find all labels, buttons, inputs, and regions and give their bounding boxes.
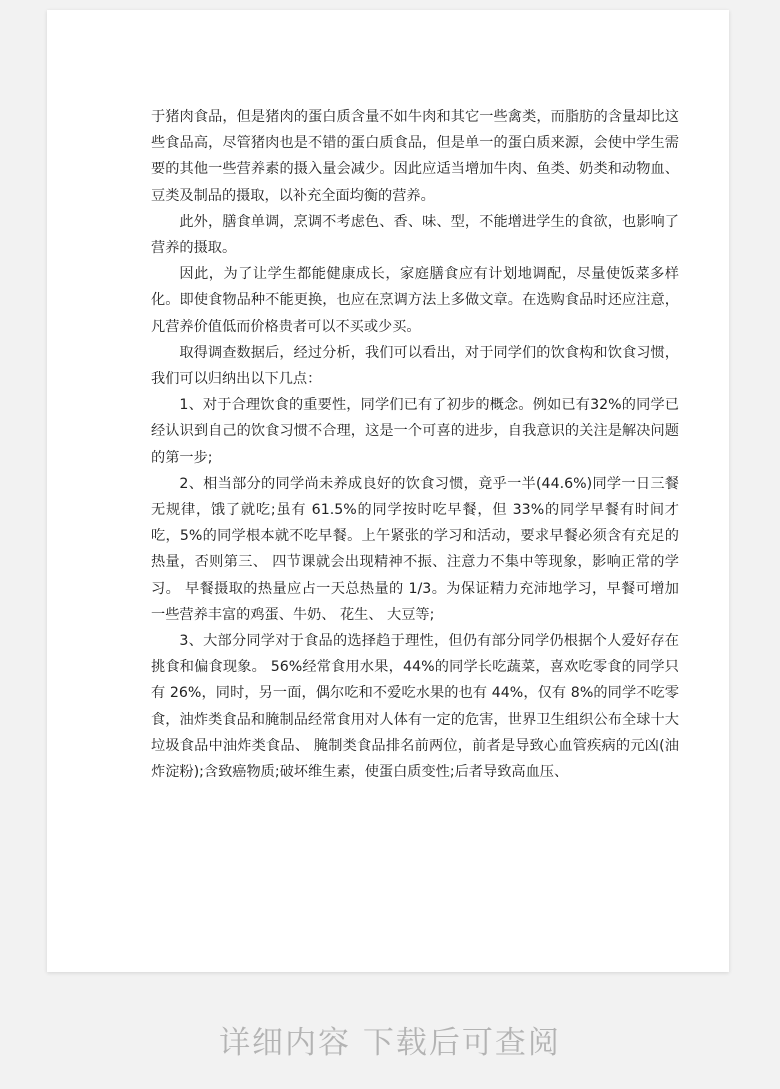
document-body bbox=[151, 104, 679, 785]
document-page bbox=[47, 10, 729, 972]
paragraph-3: 因此，为了让学生都能健康成长，家庭膳食应有计划地调配，尽量使饭菜多样化。即使食物品种不能更换，也应在烹调方法上多做文章。在选购食品时还应注意，凡营养价值低而价格贵者可以不买或少买。 bbox=[151, 266, 679, 335]
download-hint[interactable]: 详细内容 下载后可查阅 bbox=[219, 1025, 561, 1061]
paragraph-5: 1、对于合理饮食的重要性，同学们已有了初步的概念。例如已有32%的同学已经认识到自己的饮食习惯不合理，这是一个可喜的进步，自我意识的关注是解决问题的第一步; bbox=[151, 397, 679, 466]
paragraph-4: 取得调查数据后，经过分析，我们可以看出，对于同学们的饮食构和饮食习惯，我们可以归纳出以下几点： bbox=[151, 344, 679, 388]
paragraph-2: 此外，膳食单调，烹调不考虑色、香、味、型，不能增进学生的食欲，也影响了营养的摄取。 bbox=[151, 213, 679, 257]
paragraph-6: 2、相当部分的同学尚未养成良好的饮食习惯，竟乎一半(44.6%)同学一日三餐无规律，饿了就吃;虽有 61.5%的同学按时吃早餐，但 33%的同学早餐有时间才吃，5%的同学根本就不吃早餐。上午紧张的学习和活动，要求早餐必须含有充足的热量，否则第三、 四节课就会出现精神不振、注意力不集中等现象，影响正常的学习。 早餐摄取的热量应占一天总热量的 1/3。为保证精力充沛地学习，早餐可增加一些营养丰富的鸡蛋、牛奶、 花生、 大豆等; bbox=[151, 475, 679, 623]
paragraph-7: 3、大部分同学对于食品的选择趋于理性，但仍有部分同学仍根据个人爱好存在挑食和偏食现象。 56%经常食用水果，44%的同学长吃蔬菜，喜欢吃零食的同学只有 26%，同时，另一面，偶尔吃和不爱吃水果的也有 44%，仅有 8%的同学不吃零食，油炸类食品和腌制品经常食用对人体有一定的危害，世界卫生组织公布全球十大垃圾食品中油炸类食品、 腌制类食品排名前两位，前者是导致心血管疾病的元凶(油炸淀粉);含致癌物质;破坏维生素，使蛋白质变性;后者导致高血压、 bbox=[151, 633, 679, 781]
paragraph-1: 于猪肉食品，但是猪肉的蛋白质含量不如牛肉和其它一些禽类，而脂肪的含量却比这些食品高，尽管猪肉也是不错的蛋白质食品，但是单一的蛋白质来源，会使中学生需要的其他一些营养素的摄入量会减少。因此应适当增加牛肉、鱼类、奶类和动物血、豆类及制品的摄取，以补充全面均衡的营养。 bbox=[151, 109, 679, 204]
